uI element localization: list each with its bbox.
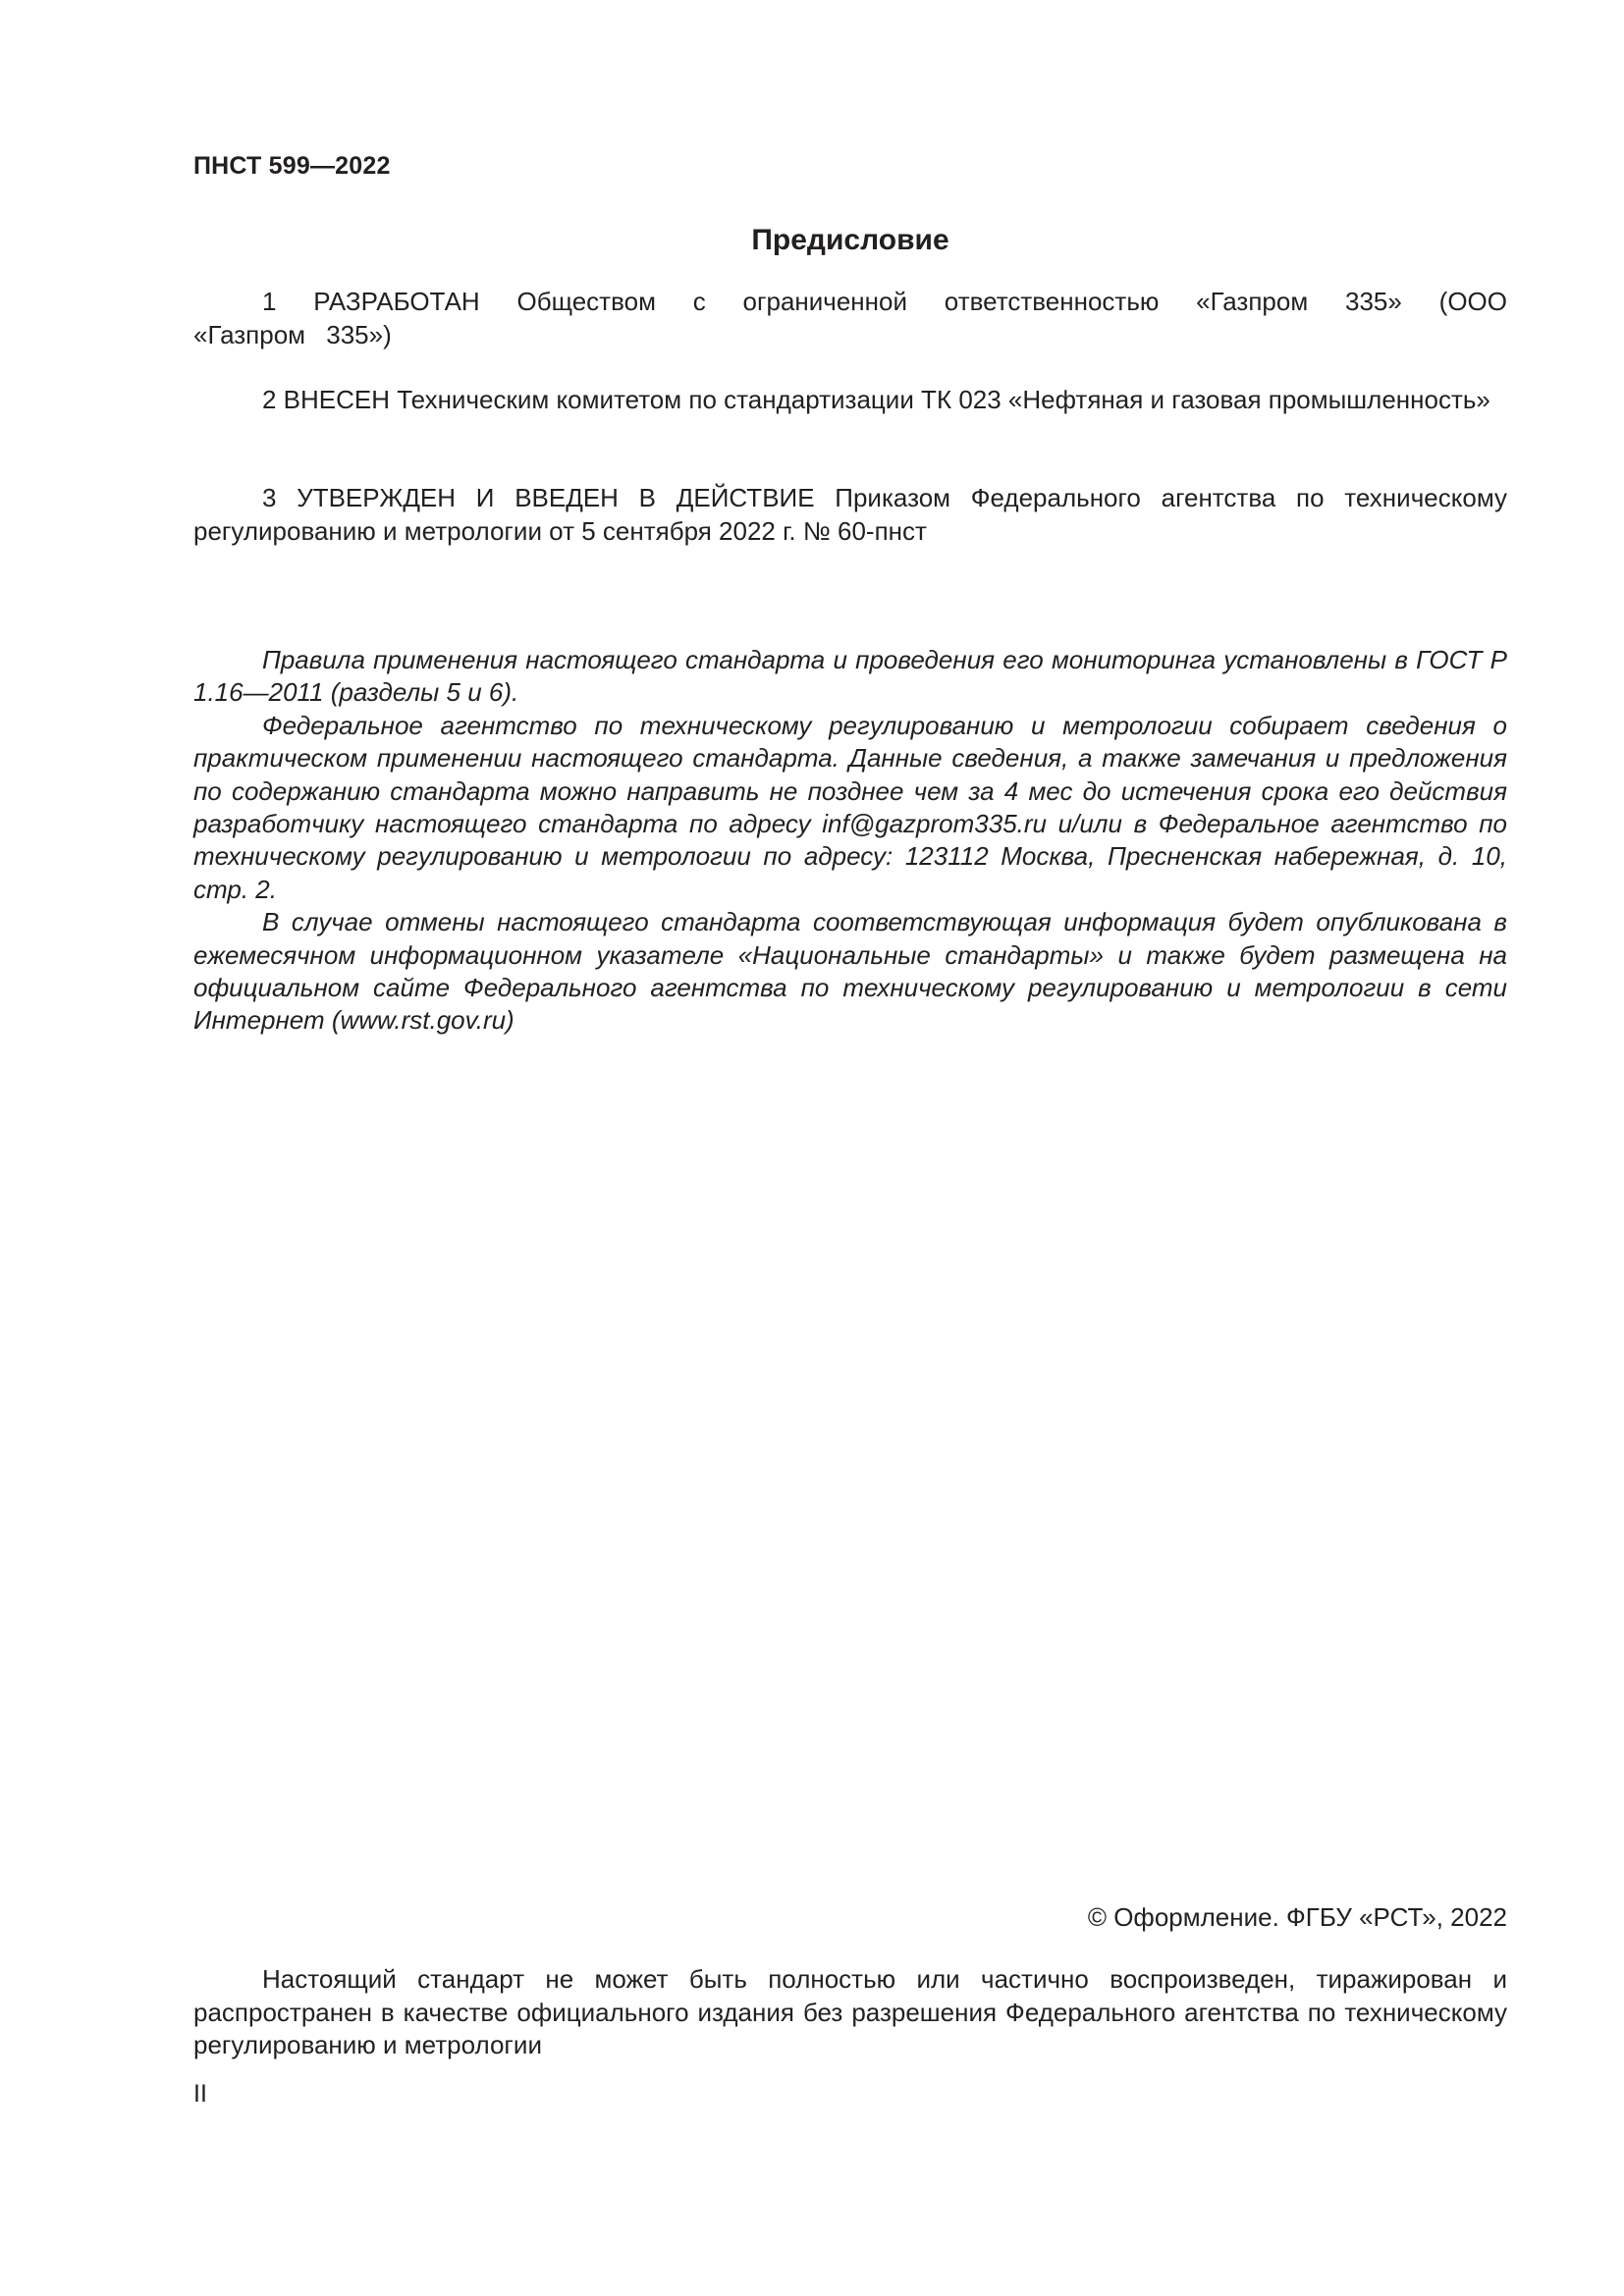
preface-item-approved: 3 УТВЕРЖДЕН И ВВЕДЕН В ДЕЙСТВИЕ Приказом Федерального агентства по техническому регулированию и метрологии от 5 сентября 2022 г. № 60-пнст xyxy=(193,483,1507,546)
document-code: ПНСТ 599—2022 xyxy=(193,152,391,180)
reproduction-notice: Настоящий стандарт не может быть полностью или частично воспроизведен, тиражирован и распространен в качестве официального издания без разрешения Федерального агентства по техническому регулированию и метрологии xyxy=(193,1964,1507,2059)
note-feedback: Федеральное агентство по техническому регулированию и метрологии собирает сведения о практическом применении настоящего стандарта. Данные сведения, а также замечания и предложения по содержанию стандарта можно направить не позднее чем за 4 мес до истечения срока его действия разработчику настоящего стандарта по адресу inf@gazprom335.ru и/или в Федеральное агентство по техническому регулированию и метрологии по адресу: 123112 Москва, Пресненская набережная, д. 10, стр. 2. xyxy=(193,710,1507,904)
page-number: II xyxy=(193,2080,207,2108)
copyright-line: © Оформление. ФГБУ «РСТ», 2022 xyxy=(1087,1902,1507,1932)
note-cancellation: В случае отмены настоящего стандарта соответствующая информация будет опубликована в ежемесячном информационном указателе «Национальные стандарты» и также будет размещена на официальном сайте Федерального агентства по техническому регулированию и метрологии в сети Интернет (www.rst.gov.ru) xyxy=(193,907,1507,1036)
application-notes xyxy=(193,644,1507,1038)
preface-item-developed: 1 РАЗРАБОТАН Обществом с ограниченной ответственностью «Газпром 335» (ООО «Газпром 335») xyxy=(193,287,1507,349)
preface-title: Предисловие xyxy=(751,224,949,256)
note-rules: Правила применения настоящего стандарта и проведения его мониторинга установлены в ГОСТ Р 1.16—2011 (разделы 5 и 6). xyxy=(193,645,1507,708)
preface-item-submitted: 2 ВНЕСЕН Техническим комитетом по стандартизации ТК 023 «Нефтяная и газовая промышленность» xyxy=(262,385,1490,414)
